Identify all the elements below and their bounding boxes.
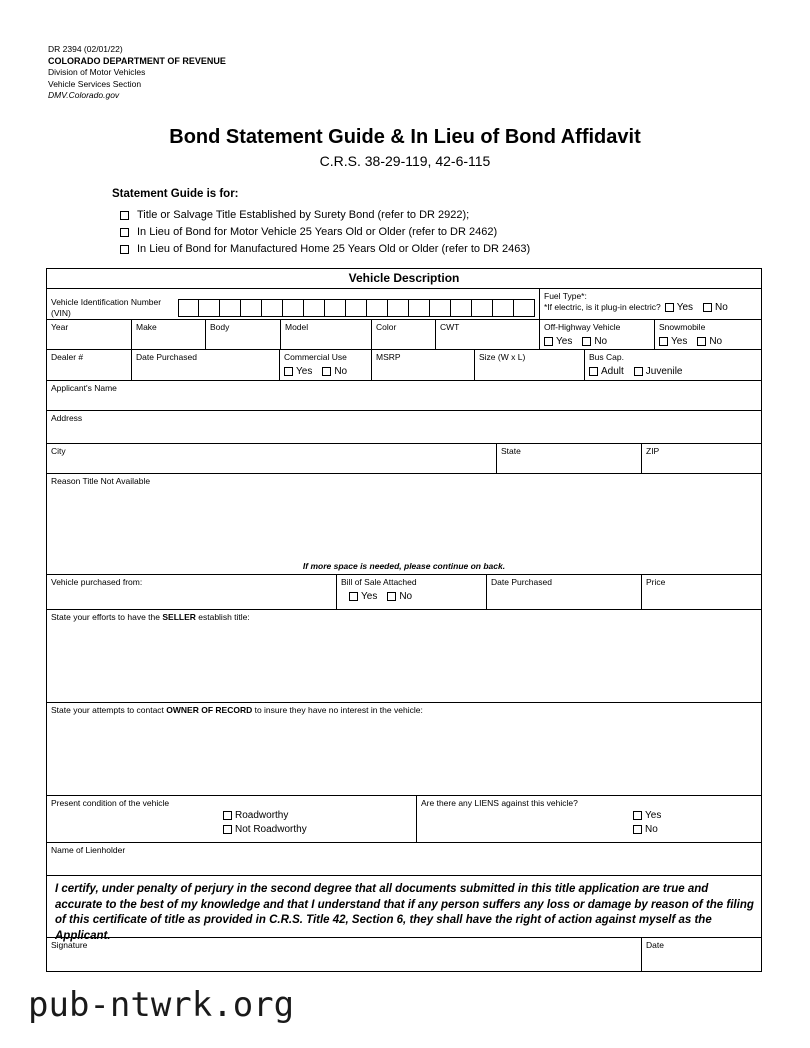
vin-char-box[interactable] — [220, 299, 241, 317]
vin-char-box[interactable] — [262, 299, 283, 317]
statement-guide-options — [120, 209, 530, 260]
continue-on-back-note: If more space is needed, please continue on back. — [302, 561, 506, 571]
dealer-row — [47, 350, 761, 381]
bill-of-sale-label: Bill of Sale Attached — [341, 577, 417, 587]
liens-field — [417, 796, 761, 842]
vin-char-box[interactable] — [325, 299, 346, 317]
size-field[interactable] — [475, 350, 585, 380]
checkbox-motor-vehicle-25yr[interactable] — [120, 228, 129, 237]
dealer-number-field[interactable] — [47, 350, 132, 380]
body-field[interactable] — [206, 320, 281, 349]
vin-char-box[interactable] — [346, 299, 367, 317]
lienholder-field[interactable] — [47, 843, 761, 875]
purchased-from-field[interactable] — [47, 575, 337, 609]
purchase-row — [47, 575, 761, 610]
website-url: DMV.Colorado.gov — [48, 90, 120, 100]
roadworthy-label: Roadworthy — [235, 810, 289, 821]
price-label: Price — [646, 577, 666, 587]
size-label: Size (W x L) — [479, 352, 526, 362]
vehicle-description-band-title: Vehicle Description — [47, 269, 761, 289]
cwt-label: CWT — [440, 322, 460, 332]
fuel-type-label: Fuel Type*: — [544, 291, 587, 301]
bus-cap-field — [585, 350, 761, 380]
bill-no-label: No — [399, 591, 413, 602]
ohv-no-label: No — [594, 336, 608, 347]
checkbox-not-roadworthy[interactable] — [223, 825, 232, 834]
city-state-zip-row — [47, 444, 761, 474]
bill-of-sale-field — [337, 575, 487, 609]
cwt-field[interactable] — [436, 320, 540, 349]
vin-char-box[interactable] — [283, 299, 304, 317]
condition-not-roadworthy[interactable] — [223, 824, 412, 835]
checkbox-bus-adult[interactable] — [589, 367, 598, 376]
page-title: Bond Statement Guide & In Lieu of Bond Affidavit — [169, 126, 641, 148]
ohv-yes-label: Yes — [556, 336, 573, 347]
guide-option-row[interactable] — [120, 209, 530, 226]
signature-label: Signature — [51, 940, 88, 950]
checkbox-surety-bond-title[interactable] — [120, 211, 129, 220]
bus-cap-label: Bus Cap. — [589, 352, 624, 362]
guide-option-row[interactable] — [120, 243, 530, 260]
color-field[interactable] — [372, 320, 436, 349]
checkbox-snowmobile-no[interactable] — [697, 337, 706, 346]
vin-char-box[interactable] — [493, 299, 514, 317]
snowmobile-yes[interactable] — [659, 336, 687, 347]
checkbox-manufactured-home-25yr[interactable] — [120, 245, 129, 254]
make-label: Make — [136, 322, 157, 332]
vin-boxes[interactable] — [178, 299, 535, 317]
plugin-yes-label: Yes — [676, 302, 694, 313]
owner-attempts-suffix: to insure they have no interest in the vehicle: — [252, 705, 423, 715]
commercial-use-label: Commercial Use — [284, 352, 347, 362]
city-field[interactable] — [47, 444, 497, 473]
guide-option-label: Title or Salvage Title Established by Surety Bond (refer to DR 2922); — [137, 209, 470, 221]
owner-attempts-prefix: State your attempts to contact — [51, 705, 167, 715]
vin-row — [47, 289, 761, 320]
commercial-yes-label: Yes — [296, 366, 313, 377]
checkbox-liens-no[interactable] — [633, 825, 642, 834]
form-number: DR 2394 (02/01/22) — [48, 44, 123, 54]
owner-attempts-field[interactable] — [47, 703, 761, 795]
fuel-plugin-no[interactable] — [703, 302, 728, 313]
address-label: Address — [51, 413, 83, 423]
condition-label: Present condition of the vehicle — [51, 798, 170, 808]
document-header — [48, 44, 226, 102]
vin-char-box[interactable] — [514, 299, 535, 317]
checkbox-snowmobile-yes[interactable] — [659, 337, 668, 346]
year-field[interactable] — [47, 320, 132, 349]
date-purchased-field[interactable] — [132, 350, 280, 380]
checkbox-ohv-no[interactable] — [582, 337, 591, 346]
model-field[interactable] — [281, 320, 372, 349]
seller-efforts-label — [51, 612, 757, 623]
owner-attempts-label — [51, 705, 757, 716]
body-label: Body — [210, 322, 230, 332]
certification-cell — [47, 876, 761, 942]
state-label: State — [501, 446, 521, 456]
reason-label: Reason Title Not Available — [51, 476, 151, 486]
liens-yes-label: Yes — [645, 810, 662, 821]
vin-label: Vehicle Identification Number (VIN) — [51, 297, 162, 318]
bus-juvenile-label: Juvenile — [645, 366, 683, 377]
dealer-number-label: Dealer # — [51, 352, 84, 362]
condition-roadworthy[interactable] — [223, 810, 412, 821]
msrp-label: MSRP — [376, 352, 401, 362]
vin-char-box[interactable] — [472, 299, 493, 317]
bill-of-sale-yes[interactable] — [349, 591, 377, 602]
reason-row[interactable] — [47, 474, 761, 575]
page-subtitle: C.R.S. 38-29-119, 42-6-115 — [319, 153, 491, 169]
lienholder-row[interactable] — [47, 843, 761, 876]
applicant-name-label: Applicant's Name — [51, 383, 117, 393]
make-field[interactable] — [132, 320, 206, 349]
checkbox-commercial-no[interactable] — [322, 367, 331, 376]
lienholder-label: Name of Lienholder — [51, 845, 126, 855]
plugin-no-label: No — [715, 302, 728, 313]
seller-efforts-prefix: State your efforts to have the — [51, 612, 163, 622]
commercial-no-label: No — [334, 366, 348, 377]
vin-char-box[interactable] — [409, 299, 430, 317]
vin-char-box[interactable] — [367, 299, 388, 317]
condition-liens-row — [47, 796, 761, 843]
state-field[interactable] — [497, 444, 642, 473]
snowmobile-no[interactable] — [697, 336, 722, 347]
owner-attempts-row[interactable] — [47, 703, 761, 796]
checkbox-plugin-yes[interactable] — [665, 303, 674, 312]
condition-field — [47, 796, 417, 842]
commercial-yes[interactable] — [284, 366, 312, 377]
section-name: Vehicle Services Section — [48, 78, 142, 89]
fuel-type-cell — [540, 289, 761, 319]
checkbox-ohv-yes[interactable] — [544, 337, 553, 346]
owner-attempts-bold: OWNER OF RECORD — [166, 705, 253, 715]
ohv-no[interactable] — [582, 336, 607, 347]
vin-char-box[interactable] — [388, 299, 409, 317]
checkbox-commercial-yes[interactable] — [284, 367, 293, 376]
vin-char-box[interactable] — [178, 299, 199, 317]
seller-efforts-field[interactable] — [47, 610, 761, 702]
liens-no[interactable] — [633, 824, 757, 835]
purchased-from-label: Vehicle purchased from: — [51, 577, 143, 587]
applicant-name-row[interactable] — [47, 381, 761, 411]
certification-row — [47, 876, 761, 942]
vin-char-box[interactable] — [199, 299, 220, 317]
zip-field[interactable] — [642, 444, 761, 473]
color-label: Color — [376, 322, 397, 332]
guide-option-label: In Lieu of Bond for Motor Vehicle 25 Years Old or Older (refer to DR 2462) — [137, 226, 498, 238]
bill-of-sale-no[interactable] — [387, 591, 412, 602]
vin-char-box[interactable] — [241, 299, 262, 317]
signature-date-label: Date — [646, 940, 664, 950]
checkbox-plugin-no[interactable] — [703, 303, 712, 312]
year-label: Year — [51, 322, 69, 332]
certification-text: I certify, under penalty of perjury in the second degree that all documents submitted in this title application are true and accurate to the best of my knowledge and that I understand that if any person suffers any loss or damage by reason of the filing of this certificate of title as provided in C.R.S. Title 42, Section 6, they shall have the right of action against myself as the Applicant. — [55, 883, 754, 942]
affidavit-form — [46, 268, 762, 972]
statement-guide-label: Statement Guide is for: — [112, 188, 239, 200]
vehicle-attributes-row — [47, 320, 761, 350]
bus-adult-label: Adult — [601, 366, 624, 377]
seller-efforts-bold: SELLER — [162, 612, 196, 622]
snowmobile-label: Snowmobile — [659, 322, 706, 332]
not-roadworthy-label: Not Roadworthy — [235, 824, 307, 835]
fuel-plugin-yes[interactable] — [665, 302, 693, 313]
vin-char-box[interactable] — [304, 299, 325, 317]
bus-cap-adult[interactable] — [589, 366, 624, 377]
off-highway-field — [540, 320, 655, 349]
snowmobile-field — [655, 320, 761, 349]
bill-yes-label: Yes — [361, 591, 378, 602]
ohv-yes[interactable] — [544, 336, 572, 347]
msrp-field[interactable] — [372, 350, 475, 380]
vin-cell — [47, 289, 540, 319]
department-name: COLORADO DEPARTMENT OF REVENUE — [48, 55, 226, 66]
model-label: Model — [285, 322, 309, 332]
commercial-no[interactable] — [322, 366, 347, 377]
reason-field[interactable] — [47, 474, 761, 574]
checkbox-liens-yes[interactable] — [633, 811, 642, 820]
commercial-use-field — [280, 350, 372, 380]
bus-cap-juvenile[interactable] — [634, 366, 683, 377]
purchase-date-label: Date Purchased — [491, 577, 552, 587]
checkbox-bus-juvenile[interactable] — [634, 367, 643, 376]
checkbox-roadworthy[interactable] — [223, 811, 232, 820]
liens-no-label: No — [645, 824, 658, 835]
snowmobile-no-label: No — [709, 336, 723, 347]
signature-date-field[interactable] — [642, 938, 761, 971]
seller-efforts-suffix: establish title: — [195, 612, 250, 622]
seller-efforts-row[interactable] — [47, 610, 761, 703]
price-field[interactable] — [642, 575, 761, 609]
address-row[interactable] — [47, 411, 761, 444]
off-highway-label: Off-Highway Vehicle — [544, 322, 621, 332]
signature-row — [47, 938, 761, 971]
fuel-type-note: *If electric, is it plug-in electric? — [544, 302, 661, 312]
guide-option-row[interactable] — [120, 226, 530, 243]
applicant-name-field[interactable] — [47, 381, 761, 410]
liens-label: Are there any LIENS against this vehicle? — [421, 798, 578, 808]
signature-field[interactable] — [47, 938, 642, 971]
vin-char-box[interactable] — [451, 299, 472, 317]
snowmobile-yes-label: Yes — [671, 336, 688, 347]
watermark: pub-ntwrk.org — [28, 985, 295, 1025]
division-name: Division of Motor Vehicles — [48, 67, 146, 77]
vin-char-box[interactable] — [430, 299, 451, 317]
liens-yes[interactable] — [633, 810, 757, 821]
checkbox-bill-no[interactable] — [387, 592, 396, 601]
zip-label: ZIP — [646, 446, 660, 456]
checkbox-bill-yes[interactable] — [349, 592, 358, 601]
date-purchased-label: Date Purchased — [136, 352, 197, 362]
city-label: City — [51, 446, 66, 456]
purchase-date-field[interactable] — [487, 575, 642, 609]
address-field[interactable] — [47, 411, 761, 443]
guide-option-label: In Lieu of Bond for Manufactured Home 25 Years Old or Older (refer to DR 2463) — [137, 243, 531, 255]
